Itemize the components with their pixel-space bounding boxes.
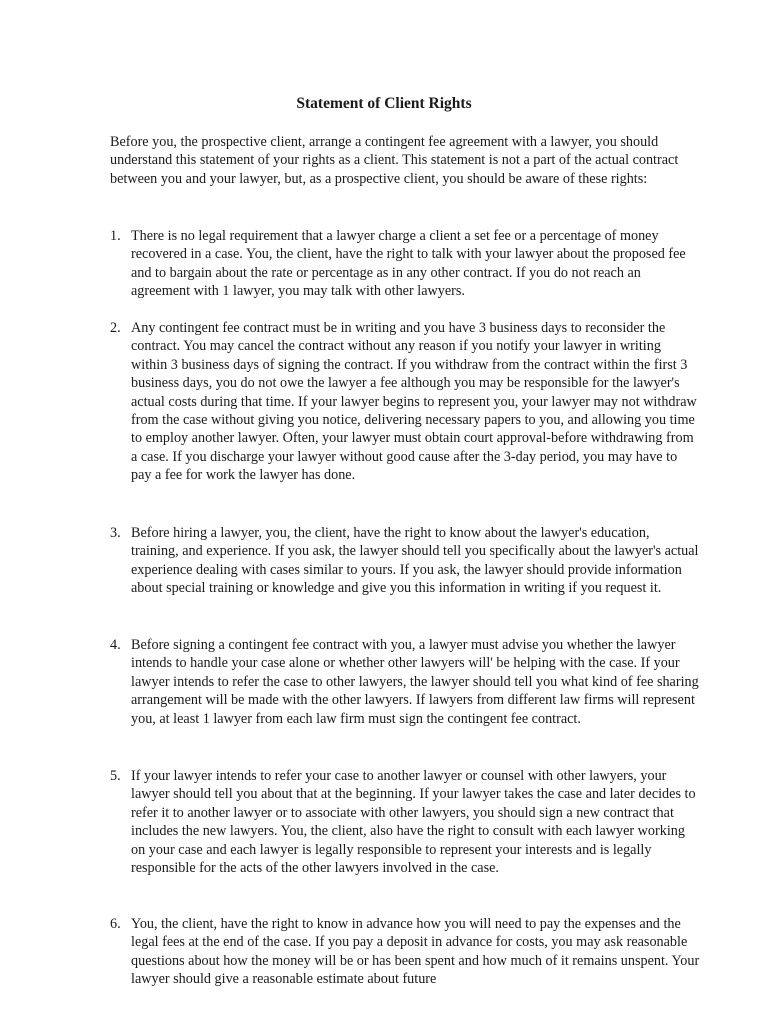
item-text: Any contingent fee contract must be in writing and you have 3 business days to reconsider the contract. You may cancel the contract without any reason if you notify your lawyer in writing within 3 business days of signing the contract. If you withdraw from the contract within the first 3 business days, you do not owe the lawyer a fee although you may be responsible for the lawyer's actual costs during that time. If your lawyer begins to represent you, your lawyer may not withdraw from the case without giving you notice, delivering necessary papers to you, and allowing you time to employ another lawyer. Often, your lawyer must obtain court approval-before withdrawing from a case. If you discharge your lawyer without good cause after the 3-day period, you may have to pay a fee for work the lawyer has done. bbox=[131, 320, 697, 484]
item-number: 3. bbox=[110, 525, 121, 541]
list-item-2 bbox=[110, 319, 700, 485]
list-item-5 bbox=[110, 767, 700, 877]
list-item-4 bbox=[110, 636, 700, 728]
list-item-6 bbox=[110, 915, 700, 989]
item-text: You, the client, have the right to know in advance how you will need to pay the expenses and the legal fees at the end of the case. If you pay a deposit in advance for costs, you may ask reasonable questions about how the money will be or has been spent and how much of it remains unspent. Your lawyer should give a reasonable estimate about future bbox=[131, 916, 700, 988]
page-title: Statement of Client Rights bbox=[296, 95, 472, 112]
item-text: Before hiring a lawyer, you, the client, have the right to know about the lawyer's education, training, and experience. If you ask, the lawyer should tell you specifically about the lawyer's actual experience dealing with cases similar to yours. If you ask, the lawyer should provide information about special training or knowledge and give you this information in writing if you request it. bbox=[131, 525, 699, 597]
item-number: 4. bbox=[110, 637, 121, 653]
item-text: Before signing a contingent fee contract with you, a lawyer must advise you whether the lawyer intends to handle your case alone or whether other lawyers will' be helping with the case. If your lawyer intends to refer the case to other lawyers, the lawyer should tell you what kind of fee sharing arrangement will be made with the other lawyers. If lawyers from different law firms will represent you, at least 1 lawyer from each law firm must sign the contingent fee contract. bbox=[131, 637, 699, 727]
intro-paragraph: Before you, the prospective client, arrange a contingent fee agreement with a lawyer, you should understand this statement of your rights as a client. This statement is not a part of the actual contract between you and your lawyer, but, as a prospective client, you should be aware of these rights: bbox=[110, 134, 679, 187]
item-text: There is no legal requirement that a lawyer charge a client a set fee or a percentage of money recovered in a case. You, the client, have the right to talk with your lawyer about the proposed fee and to bargain about the rate or percentage as in any other contract. If you do not reach an agreement with 1 lawyer, you may talk with other lawyers. bbox=[131, 228, 686, 300]
item-text: If your lawyer intends to refer your case to another lawyer or counsel with other lawyers, your lawyer should tell you about that at the beginning. If your lawyer takes the case and later decides to refer it to another lawyer or to associate with other lawyers, you should sign a new contract that includes the new lawyers. You, the client, also have the right to consult with each lawyer working on your case and each lawyer is legally responsible to represent your interests and is legally responsible for the acts of the other lawyers involved in the case. bbox=[131, 768, 696, 877]
item-number: 6. bbox=[110, 916, 121, 932]
item-number: 5. bbox=[110, 768, 121, 784]
item-number: 1. bbox=[110, 228, 121, 244]
list-item-1 bbox=[110, 227, 700, 301]
item-number: 2. bbox=[110, 320, 121, 336]
list-item-3 bbox=[110, 524, 700, 598]
